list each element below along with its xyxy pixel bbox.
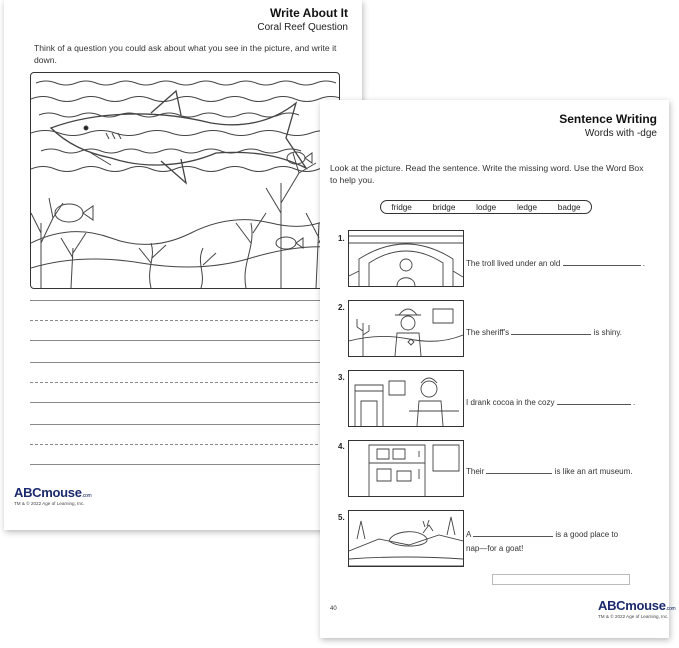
goat-ledge-drawing: [349, 511, 463, 566]
cozy-lodge-picture: [348, 370, 464, 427]
copyright-notice: TM & © 2022 Age of Learning, Inc.: [598, 614, 669, 619]
answer-blank[interactable]: [557, 396, 631, 405]
worksheet-sentence-writing: [320, 100, 676, 638]
item-number: 3.: [338, 373, 345, 382]
word-box: [380, 200, 592, 214]
goat-ledge-picture: [348, 510, 464, 567]
word-box-word: lodge: [476, 202, 497, 212]
page-number: 40: [330, 606, 337, 612]
sentence-2: The sheriff's is shiny.: [466, 328, 622, 337]
faint-text-strip: [492, 574, 630, 585]
item-number: 2.: [338, 303, 345, 312]
item-number: 5.: [338, 513, 345, 522]
answer-blank[interactable]: [511, 326, 591, 335]
word-box-word: ledge: [516, 202, 538, 212]
answer-blank[interactable]: [473, 528, 553, 537]
writing-line[interactable]: [30, 464, 338, 465]
word-box-word: badge: [557, 202, 581, 212]
writing-line[interactable]: [30, 402, 338, 403]
sentence-3: I drank cocoa in the cozy .: [466, 398, 636, 407]
writing-line[interactable]: [30, 340, 338, 341]
writing-line[interactable]: [30, 362, 338, 363]
abcmouse-logo: ABCmouse.com: [14, 485, 92, 500]
fridge-drawing: [349, 441, 463, 496]
sentence-5: A is a good place to: [466, 530, 619, 539]
sheriff-picture: [348, 300, 464, 357]
fridge-picture: [348, 440, 464, 497]
troll-bridge-picture: [348, 230, 464, 287]
writing-guide-line: [30, 320, 338, 321]
coral-reef-illustration: [30, 72, 340, 289]
worksheet-write-about-it: [4, 0, 362, 530]
page-subtitle: Words with -dge: [584, 128, 657, 139]
cozy-lodge-drawing: [349, 371, 463, 426]
writing-guide-line: [30, 382, 338, 383]
writing-guide-line: [30, 444, 338, 445]
page-title: Sentence Writing: [559, 112, 657, 126]
writing-line[interactable]: [30, 424, 338, 425]
abcmouse-logo: ABCmouse.com: [598, 598, 676, 613]
instructions: Look at the picture. Read the sentence. Write the missing word. Use the Word Box to help you.: [330, 163, 644, 185]
item-number: 4.: [338, 442, 345, 451]
sentence-1: The troll lived under an old .: [466, 259, 645, 268]
coral-reef-drawing: [31, 73, 339, 288]
copyright-notice: TM & © 2022 Age of Learning, Inc.: [14, 501, 85, 506]
sentence-5-continued: nap—for a goat!: [466, 544, 524, 553]
troll-bridge-drawing: [349, 231, 463, 286]
instructions: Think of a question you could ask about what you see in the picture, and write it down.: [34, 43, 337, 65]
page-subtitle: Coral Reef Question: [257, 22, 348, 33]
word-box-word: bridge: [432, 202, 456, 212]
sentence-4: Their is like an art museum.: [466, 467, 633, 476]
sheriff-drawing: [349, 301, 463, 356]
page-title: Write About It: [270, 6, 348, 20]
writing-line[interactable]: [30, 300, 338, 301]
answer-blank[interactable]: [486, 465, 552, 474]
word-box-word: fridge: [391, 202, 412, 212]
item-number: 1.: [338, 234, 345, 243]
answer-blank[interactable]: [563, 257, 641, 266]
